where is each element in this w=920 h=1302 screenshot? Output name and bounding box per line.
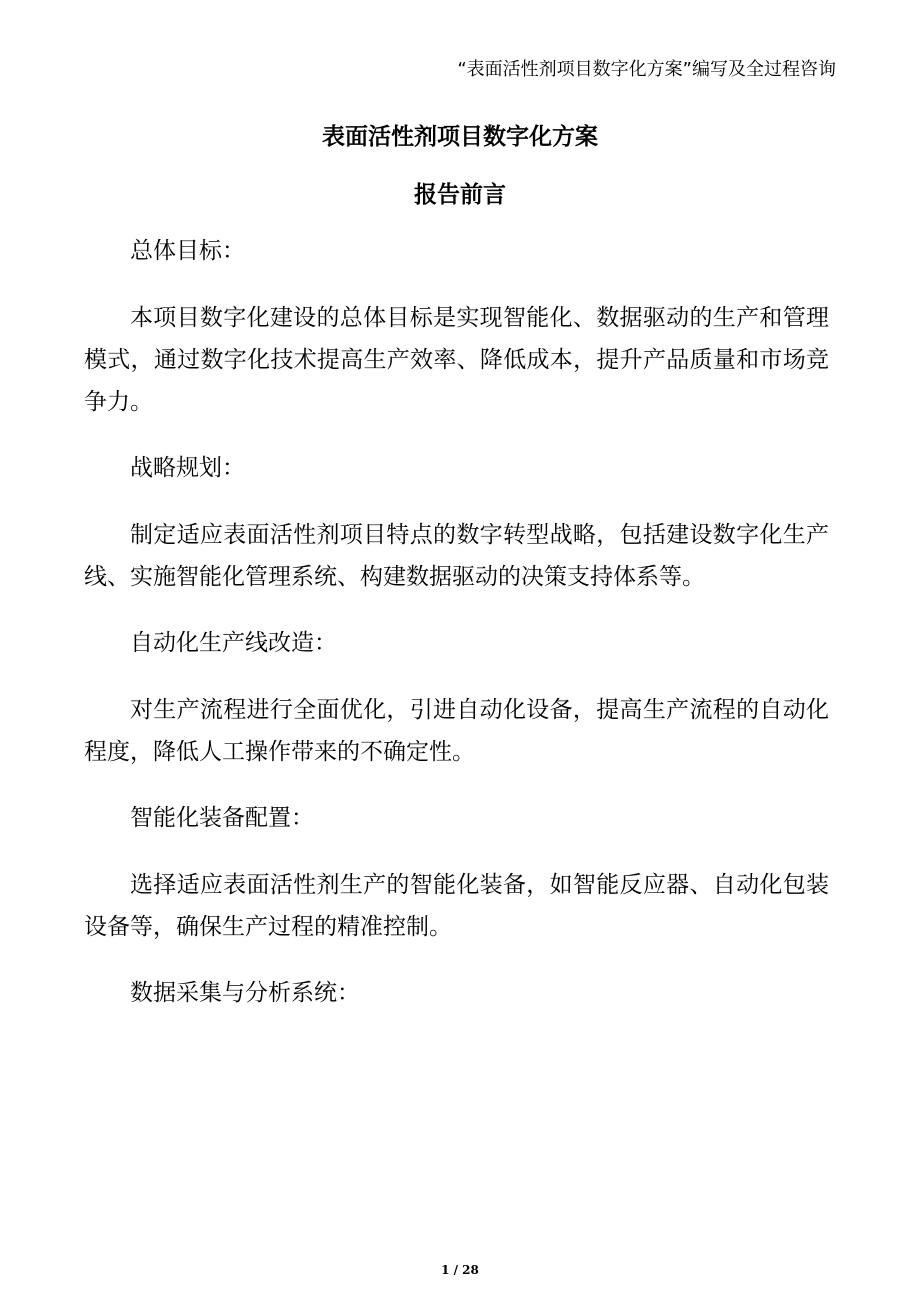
section-label-automation-line: 自动化生产线改造： (130, 630, 337, 656)
section-text-automation-line: 对生产流程进行全面优化，引进自动化设备，提高生产流程的自动化程度，降低人工操作带来的不确定性。 (84, 697, 829, 765)
section-text-strategy: 制定适应表面活性剂项目特点的数字转型战略，包括建设数字化生产线、实施智能化管理系统、构建数据驱动的决策支持体系等。 (84, 522, 829, 590)
section-text-smart-equipment: 选择适应表面活性剂生产的智能化装备，如智能反应器、自动化包装设备等，确保生产过程的精准控制。 (84, 872, 829, 940)
document-subtitle: 报告前言 (414, 182, 506, 208)
section-text-overall-goal: 本项目数字化建设的总体目标是实现智能化、数据驱动的生产和管理模式，通过数字化技术提高生产效率、降低成本，提升产品质量和市场竞争力。 (84, 305, 829, 415)
page-number: 1 / 28 (441, 1263, 479, 1277)
document-body (84, 230, 829, 1039)
section-label-smart-equipment: 智能化装备配置： (130, 805, 314, 831)
header-note: “表面活性剂项目数字化方案”编写及全过程咨询 (457, 59, 836, 80)
document-title: 表面活性剂项目数字化方案 (322, 124, 598, 150)
section-label-overall-goal: 总体目标： (130, 238, 245, 264)
section-label-data-system: 数据采集与分析系统： (130, 980, 360, 1006)
section-label-strategy: 战略规划： (130, 455, 245, 481)
